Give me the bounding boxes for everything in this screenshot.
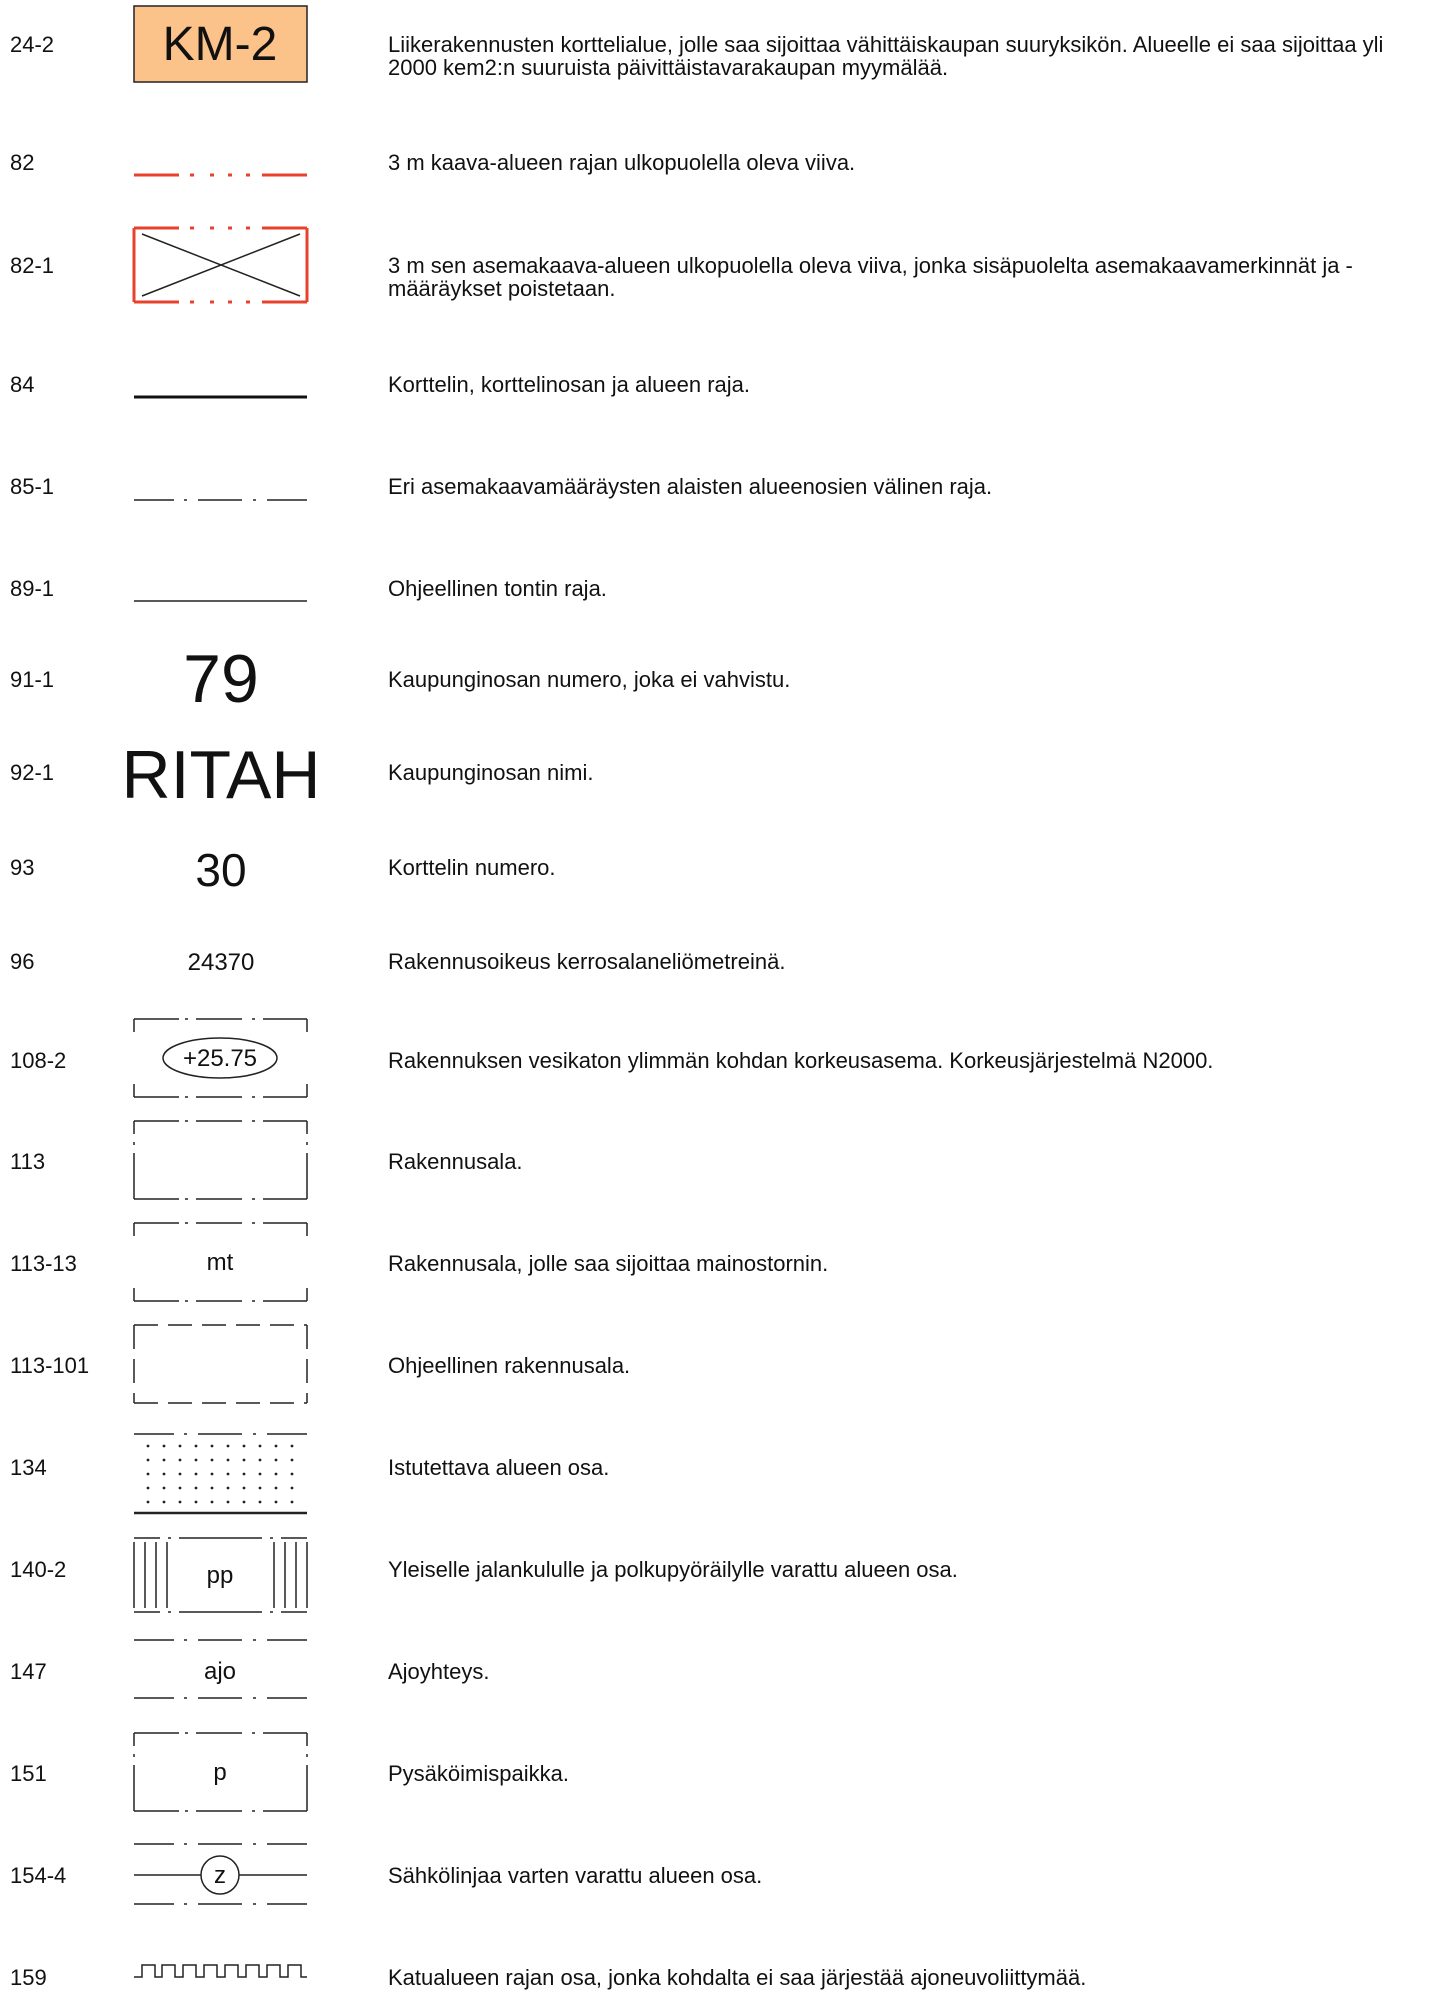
building-right-symbol <box>128 946 328 976</box>
legend-description: Eri asemakaavamääräysten alaisten alueenosien välinen raja. <box>388 474 993 499</box>
svg-text:RITAH: RITAH <box>121 737 321 813</box>
planting-dot <box>227 1487 230 1490</box>
legend-code: 113 <box>10 1149 46 1174</box>
planting-dot <box>227 1445 230 1448</box>
planting-dot <box>195 1459 198 1462</box>
power-line-area-symbol <box>128 1838 328 1910</box>
legend-description: Liikerakennusten korttelialue, jolle saa sijoittaa vähittäiskaupan suuryksikön. Alueelle ei saa sijoittaa yli 2000 kem2:n suuruista päivittäistavarakaupan myymälää. <box>388 32 1384 80</box>
legend-code: 108-2 <box>10 1048 67 1073</box>
legend-description: Rakennusala. <box>388 1149 523 1174</box>
plan-area-outer-line-symbol <box>128 170 328 180</box>
sub-area-boundary-symbol <box>128 495 328 505</box>
planting-dot <box>227 1473 230 1476</box>
planting-dot <box>195 1445 198 1448</box>
planting-dot <box>179 1445 182 1448</box>
legend-description: Istutettava alueen osa. <box>388 1455 610 1480</box>
legend-code: 82 <box>10 150 35 175</box>
legend-description: Katualueen rajan osa, jonka kohdalta ei saa järjestää ajoneuvoliittymää. <box>388 1965 1087 1990</box>
legend-code: 159 <box>10 1965 47 1990</box>
planting-dot <box>195 1487 198 1490</box>
planting-dot <box>195 1501 198 1504</box>
svg-text:z: z <box>214 1862 226 1889</box>
legend-description: Ajoyhteys. <box>388 1659 490 1684</box>
planting-dot <box>211 1473 214 1476</box>
planting-dot <box>211 1501 214 1504</box>
legend-code: 113-13 <box>10 1251 77 1276</box>
planting-dot <box>275 1459 278 1462</box>
planting-dot <box>227 1501 230 1504</box>
planting-dot <box>211 1487 214 1490</box>
no-vehicle-access-symbol <box>128 1960 328 1990</box>
legend-code: 92-1 <box>10 760 55 785</box>
driveway-symbol <box>128 1634 328 1719</box>
planting-dot <box>163 1501 166 1504</box>
planting-dot <box>259 1459 262 1462</box>
legend-description: Yleiselle jalankululle ja polkupyöräilylle varattu alueen osa. <box>388 1557 958 1582</box>
legend-code: 140-2 <box>10 1557 67 1582</box>
planting-dot <box>259 1487 262 1490</box>
legend-description: 3 m kaava-alueen rajan ulkopuolella oleva viiva. <box>388 150 856 175</box>
parking-symbol <box>128 1732 328 1814</box>
svg-text:p: p <box>213 1759 227 1786</box>
planting-dot <box>259 1445 262 1448</box>
planting-dot <box>291 1487 294 1490</box>
planting-dot <box>243 1501 246 1504</box>
planting-dot <box>259 1501 262 1504</box>
planting-dot <box>243 1473 246 1476</box>
planting-dot <box>163 1487 166 1490</box>
legend-code: 154-4 <box>10 1863 67 1888</box>
indicative-plot-boundary-symbol <box>128 596 328 606</box>
planting-dot <box>291 1445 294 1448</box>
legend-description: Rakennuksen vesikaton ylimmän kohdan korkeusasema. Korkeusjärjestelmä N2000. <box>388 1048 1214 1073</box>
district-number-symbol <box>128 641 328 717</box>
legend-description: 3 m sen asemakaava-alueen ulkopuolella oleva viiva, jonka sisäpuolelta asemakaavamerkinnät ja -määräykset poistetaan. <box>388 253 1353 301</box>
planting-dot <box>291 1473 294 1476</box>
planting-dot <box>163 1473 166 1476</box>
planting-dot <box>275 1487 278 1490</box>
planting-dot <box>211 1459 214 1462</box>
building-area-symbol <box>128 1120 328 1202</box>
district-name-symbol <box>121 737 328 813</box>
planting-dot <box>147 1487 150 1490</box>
planting-dot <box>163 1459 166 1462</box>
legend-code: 93 <box>10 855 35 880</box>
legend-description: Rakennusoikeus kerrosalaneliömetreinä. <box>388 949 786 974</box>
planting-dot <box>211 1445 214 1448</box>
planting-dot <box>147 1445 150 1448</box>
svg-text:24370: 24370 <box>187 949 255 976</box>
planting-dot <box>163 1445 166 1448</box>
planting-dot <box>179 1487 182 1490</box>
legend-description: Korttelin, korttelinosan ja alueen raja. <box>388 372 750 397</box>
block-boundary-symbol <box>128 392 328 402</box>
planting-dot <box>275 1501 278 1504</box>
svg-text:79: 79 <box>183 641 259 717</box>
removed-plan-area-symbol <box>128 224 328 306</box>
planting-dot <box>195 1473 198 1476</box>
legend-description: Kaupunginosan numero, joka ei vahvistu. <box>388 667 791 692</box>
planting-dot <box>227 1459 230 1462</box>
legend-code: 96 <box>10 949 35 974</box>
legend-description: Kaupunginosan nimi. <box>388 760 594 785</box>
planting-dot <box>275 1473 278 1476</box>
svg-text:mt: mt <box>206 1249 234 1276</box>
legend-code: 147 <box>10 1659 47 1684</box>
planting-dot <box>259 1473 262 1476</box>
legend-code: 113-101 <box>10 1353 90 1378</box>
indicative-building-area-symbol <box>128 1324 328 1406</box>
advertising-tower-area-symbol <box>128 1222 328 1304</box>
svg-text:30: 30 <box>195 844 247 896</box>
svg-text:pp: pp <box>206 1562 234 1589</box>
pedestrian-cycle-area-symbol <box>128 1532 328 1617</box>
legend-code: 85-1 <box>10 474 55 499</box>
legend-code: 151 <box>10 1761 47 1786</box>
planting-dot <box>291 1459 294 1462</box>
legend-code: 24-2 <box>10 32 55 57</box>
legend-description: Rakennusala, jolle saa sijoittaa mainostornin. <box>388 1251 829 1276</box>
planting-dot <box>179 1459 182 1462</box>
legend-code: 89-1 <box>10 576 55 601</box>
legend-description: Pysäköimispaikka. <box>388 1761 569 1786</box>
legend-code: 82-1 <box>10 253 55 278</box>
block-number-symbol <box>128 840 328 894</box>
planting-dot <box>179 1501 182 1504</box>
svg-text:+25.75: +25.75 <box>182 1045 258 1072</box>
planting-dot <box>179 1473 182 1476</box>
svg-text:ajo: ajo <box>203 1658 237 1685</box>
roof-height-symbol <box>128 1018 328 1100</box>
legend-description: Ohjeellinen tontin raja. <box>388 576 607 601</box>
legend-code: 91-1 <box>10 667 55 692</box>
legend-description: Korttelin numero. <box>388 855 556 880</box>
planting-dot <box>275 1445 278 1448</box>
svg-text:KM-2: KM-2 <box>162 18 278 71</box>
legend-description: Ohjeellinen rakennusala. <box>388 1353 631 1378</box>
planting-area-symbol <box>128 1432 328 1514</box>
km2-zone-symbol <box>128 5 328 85</box>
planting-dot <box>291 1501 294 1504</box>
planting-dot <box>243 1445 246 1448</box>
legend-code: 84 <box>10 372 35 397</box>
planting-dot <box>147 1459 150 1462</box>
legend-code: 134 <box>10 1455 47 1480</box>
planting-dot <box>147 1473 150 1476</box>
legend-description: Sähkölinjaa varten varattu alueen osa. <box>388 1863 763 1888</box>
planting-dot <box>243 1459 246 1462</box>
planting-dot <box>243 1487 246 1490</box>
planting-dot <box>147 1501 150 1504</box>
